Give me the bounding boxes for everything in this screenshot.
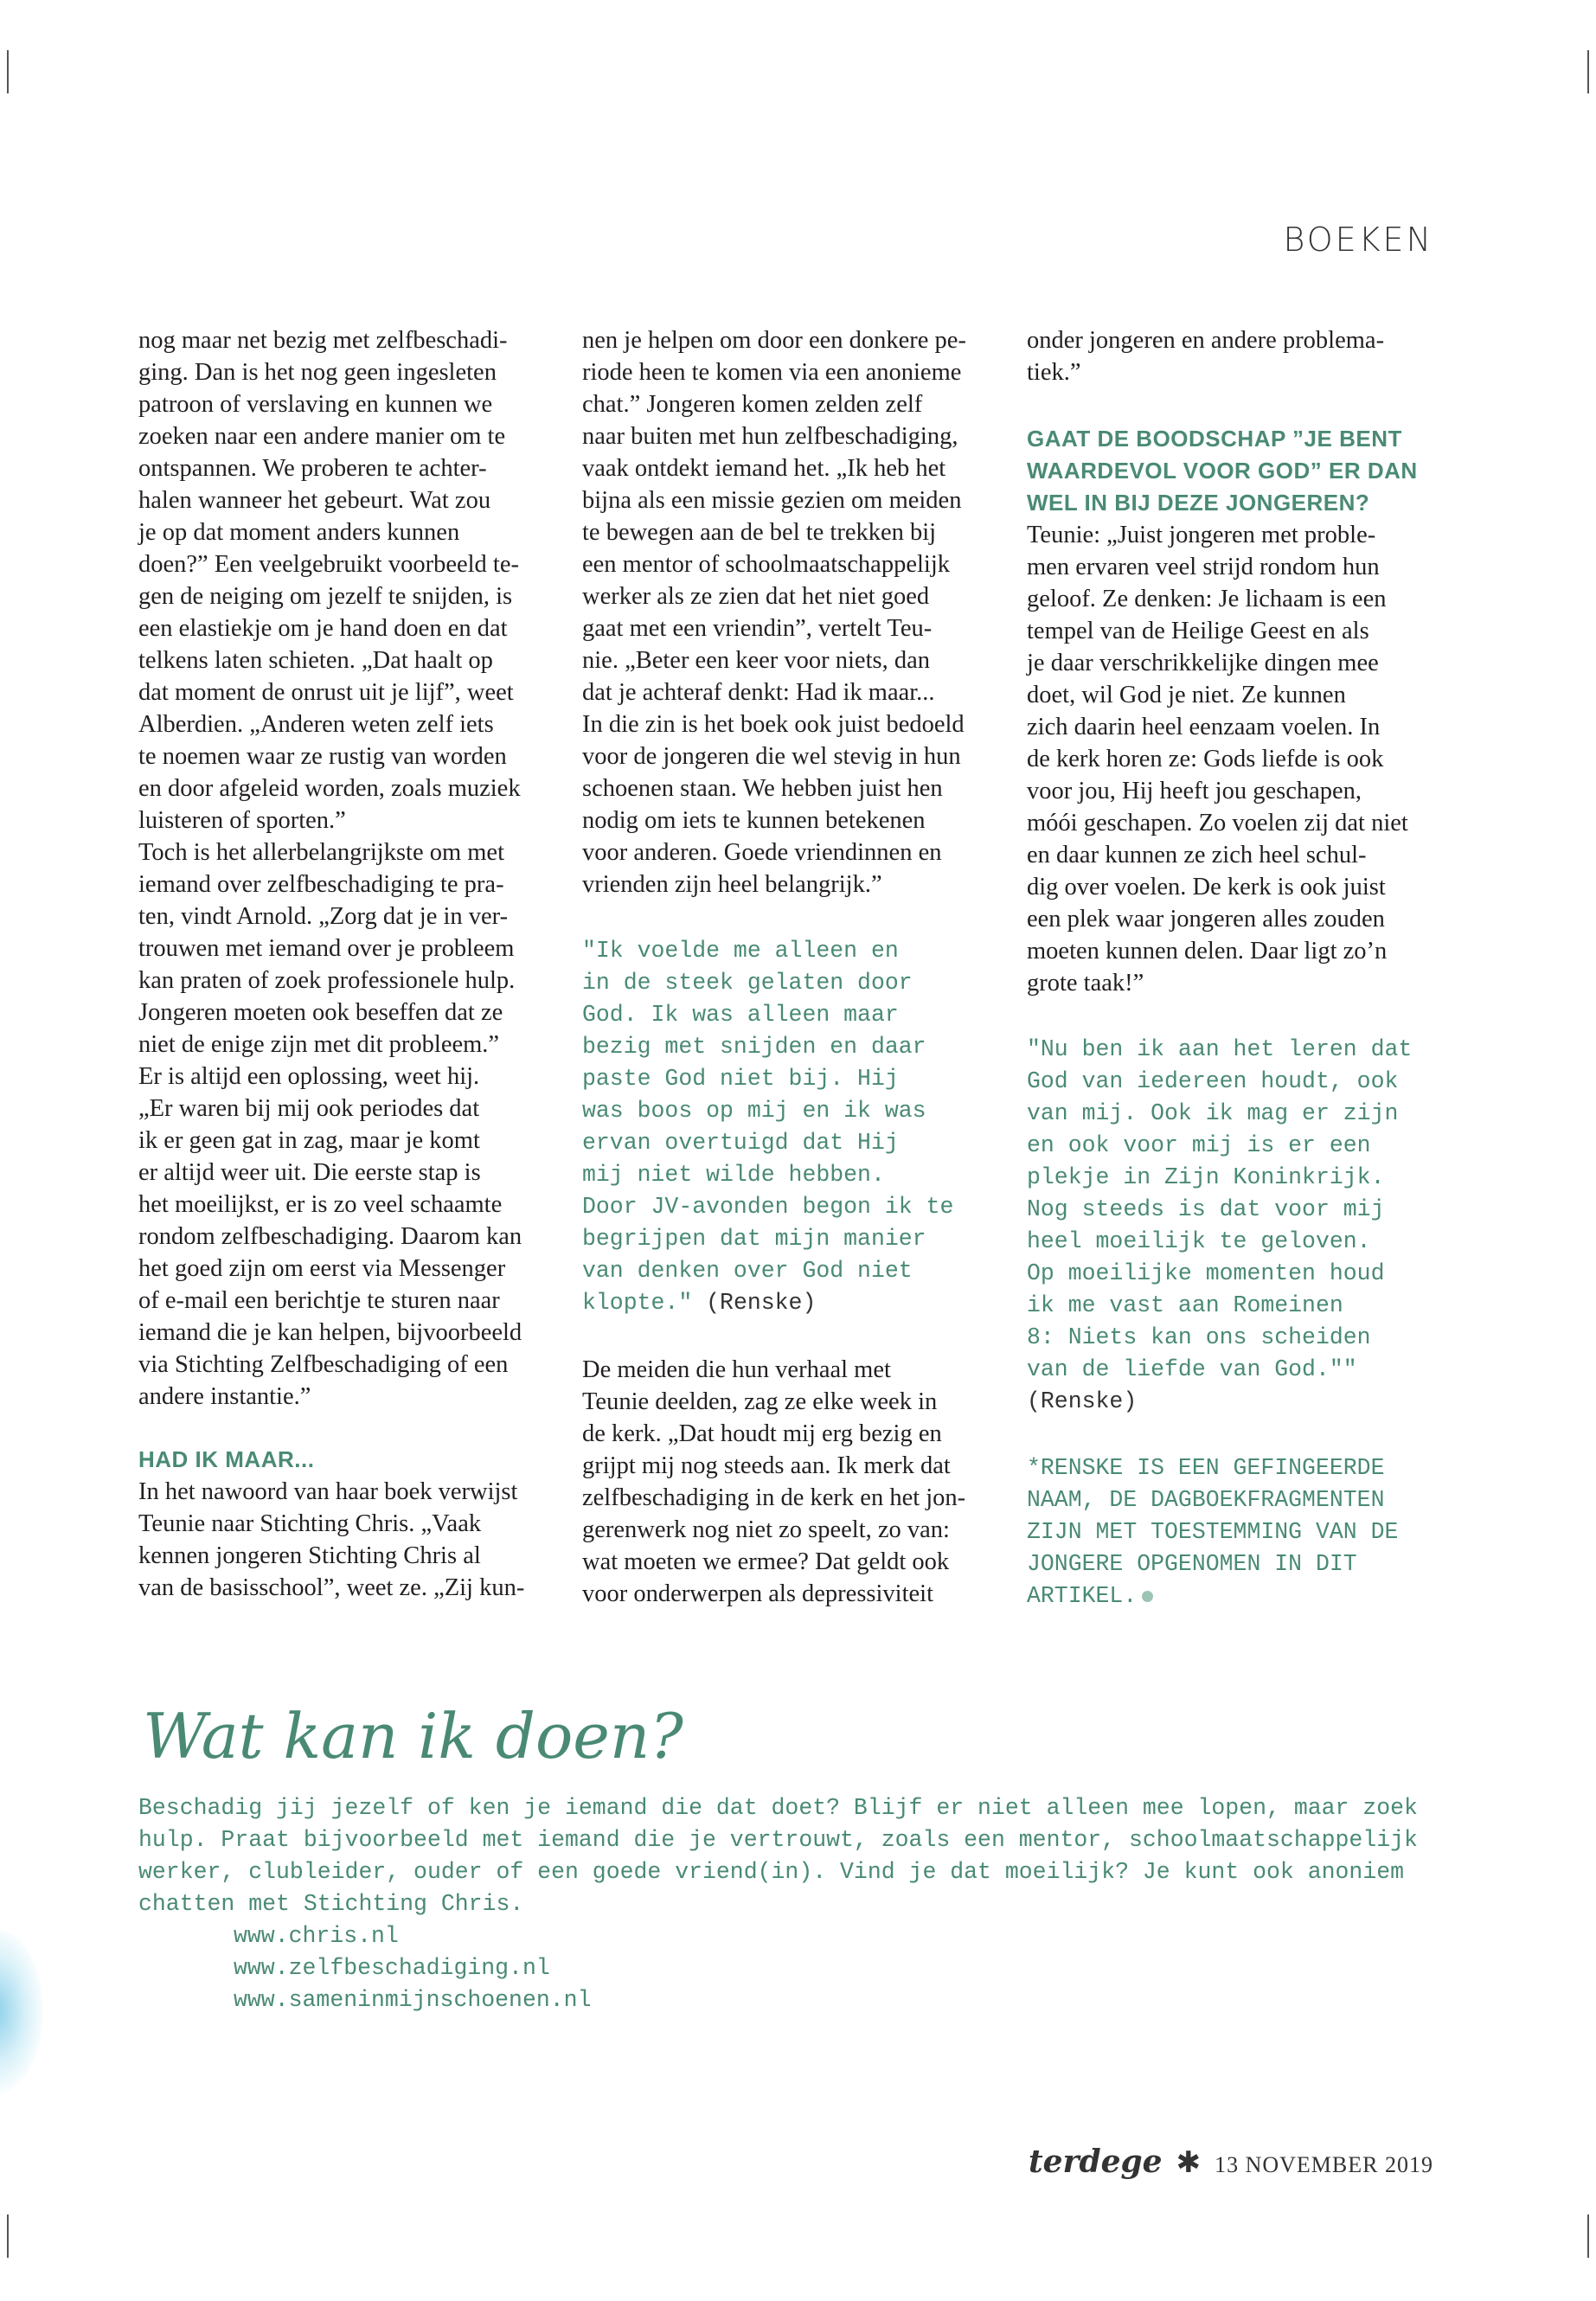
box-title: Wat kan ik doen? [143,1700,683,1772]
footnote [1027,1452,1433,1612]
magazine-logo: terdege [1028,2144,1163,2180]
diary-quote-text: "Ik voelde me alleen en in de steek gelaten door God. Ik was alleen maar bezig met snijden en daar paste God niet bij. Hij was boos op mij en ik was ervan overtuigd dat Hij mij niet wilde hebben. Door JV-avonden begon ik te begrijpen dat mijn manier van denken over God niet klopte." [582,938,954,1316]
box-text: Beschadig jij jezelf of ken je iemand die dat doet? Blijf er niet alleen mee lopen, maar zoek hulp. Praat bijvoorbeeld met iemand die je vertrouwt, zoals een mentor, schoolmaatschappelijk werker, clubleider, ouder of een goede vriend(in). Vind je dat moeilijk? Je kunt ook anoniem chatten met Stichting Chris. [138,1795,1418,1917]
article-column-1 [138,324,545,1604]
paragraph: nen je helpen om door een donkere pe- riode heen te komen via een anonieme chat.” Jongeren komen zelden zelf naar buiten met hun zelfbeschadiging, vaak ontdekt iemand het. „Ik heb het bijna als een missie gezien om meiden te bewegen aan de bel te trekken bij een mentor of schoolmaatschappelijk werker als ze zien dat het niet goed gaat met een vriendin”, vertelt Teu- nie. „Beter een keer voor niets, dan dat je achteraf denkt: Had ik maar... In die zin is het boek ook juist bedoeld voor de jongeren die wel stevig in hun schoenen staan. We hebben juist hen nodig om iets te kunnen betekenen voor anderen. Goede vriendinnen en vrienden zijn heel belangrijk.” [582,327,966,898]
end-dot-icon [1142,1591,1153,1602]
paragraph: In het nawoord van haar boek verwijst Teunie naar Stichting Chris. „Vaak kennen jongeren Stichting Chris al van de basisschool”, weet ze. „Zij kun- [138,1478,525,1601]
issue-date: 13 NOVEMBER 2019 [1215,2152,1433,2177]
section-label: BOEKEN [1283,221,1433,259]
crop-mark-bottom-left [7,2214,9,2258]
crop-mark-top-right [1587,50,1589,93]
crop-mark-bottom-right [1587,2214,1589,2258]
link-list [234,1920,591,2016]
article-column-3 [1027,324,1433,1612]
quote-attribution: (Renske) [1027,1388,1138,1414]
paragraph: nog maar net bezig met zelfbeschadi- ging. Dan is het nog geen ingesleten patroon of verslaving en kunnen we zoeken naar een andere manier om te ontspannen. We proberen te achter- halen wanneer het gebeurt. Wat zou je op dat moment anders kunnen doen?” Een veelgebruikt voorbeeld te- gen de neiging om jezelf te snijden, is een elastiekje om je hand doen en dat telkens laten schieten. „Dat haalt op dat moment de onrust uit je lijf”, weet Alberdien. „Anderen weten zelf iets te noemen waar ze rustig van worden en door afgeleid worden, zoals muziek luisteren of sporten.” [138,327,521,834]
crop-mark-top-left [7,50,9,93]
quote-attribution: (Renske) [692,1290,817,1316]
paragraph: De meiden die hun verhaal met Teunie deelden, zag ze elke week in de kerk. „Dat houdt mij erg bezig en grijpt mij nog steeds aan. Ik merk dat zelfbeschadiging in de kerk en het jon- gerenwerk nog niet zo speelt, zo van: wat moeten we ermee? Dat geldt ook voor onderwerpen als depressiviteit [582,1356,966,1607]
link-sameninmijnschoenen[interactable]: www.sameninmijnschoenen.nl [234,1987,592,2013]
link-chris[interactable]: www.chris.nl [234,1923,399,1949]
subheading-had-ik-maar: HAD IK MAAR... [138,1446,315,1472]
diary-quote-text: "Nu ben ik aan het leren dat God van iedereen houdt, ook van mij. Ook ik mag er zijn en ook voor mij is er een plekje in Zijn Koninkrijk. Nog steeds is dat voor mij heel moeilijk te geloven. Op moeilijke momenten houd ik me vast aan Romeinen 8: Niets kan ons scheiden van de liefde van God."" [1027,1036,1413,1382]
article-column-2 [582,324,989,1610]
diary-quote [582,935,989,1319]
decorative-watercolor-blob [0,1929,43,2093]
paragraph: onder jongeren en andere problema- tiek.” [1027,327,1385,386]
footnote-text: *RENSKE IS EEN GEFINGEERDE NAAM, DE DAGBOEKFRAGMENTEN ZIJN MET TOESTEMMING VAN DE JONGERE OPGENOMEN IN DIT ARTIKEL. [1027,1455,1399,1609]
subheading-boodschap: GAAT DE BOODSCHAP ”JE BENT WAARDEVOL VOOR GOD” ER DAN WEL IN BIJ DEZE JONGEREN? [1027,426,1418,516]
paragraph: Teunie: „Juist jongeren met proble- men ervaren veel strijd rondom hun geloof. Ze denken: Je lichaam is een tempel van de Heilige Geest en als je daar verschrikkelijke dingen mee doet, wil God je niet. Ze kunnen zich daarin heel eenzaam voelen. In de kerk horen ze: Gods liefde is ook voor jou, Hij heeft jou geschapen, móói geschapen. Zo voelen zij dat niet en daar kunnen ze zich heel schul- dig over voelen. De kerk is ook juist een plek waar jongeren alles zouden moeten kunnen delen. Daar ligt zo’n grote taak!” [1027,522,1408,997]
paragraph: Toch is het allerbelangrijkste om met iemand over zelfbeschadiging te pra- ten, vindt Arnold. „Zorg dat je in ver- trouwen met iemand over je probleem kan praten of zoek professionele hulp. Jongeren moeten ook beseffen dat ze niet de enige zijn met dit probleem.” Er is altijd een oplossing, weet hij. „Er waren bij mij ook periodes dat ik er geen gat in zag, maar je komt er altijd weer uit. Die eerste stap is het moeilijkst, er is zo veel schaamte rondom zelfbeschadiging. Daarom kan het goed zijn om eerst via Messenger of e-mail een berichtje te sturen naar iemand die je kan helpen, bijvoorbeeld via Stichting Zelfbeschadiging of een andere instantie.” [138,839,522,1410]
diary-quote [1027,1034,1433,1418]
footer [1029,2144,1433,2180]
asterisk-icon: ✱ [1176,2145,1202,2180]
link-zelfbeschadiging[interactable]: www.zelfbeschadiging.nl [234,1955,550,1981]
